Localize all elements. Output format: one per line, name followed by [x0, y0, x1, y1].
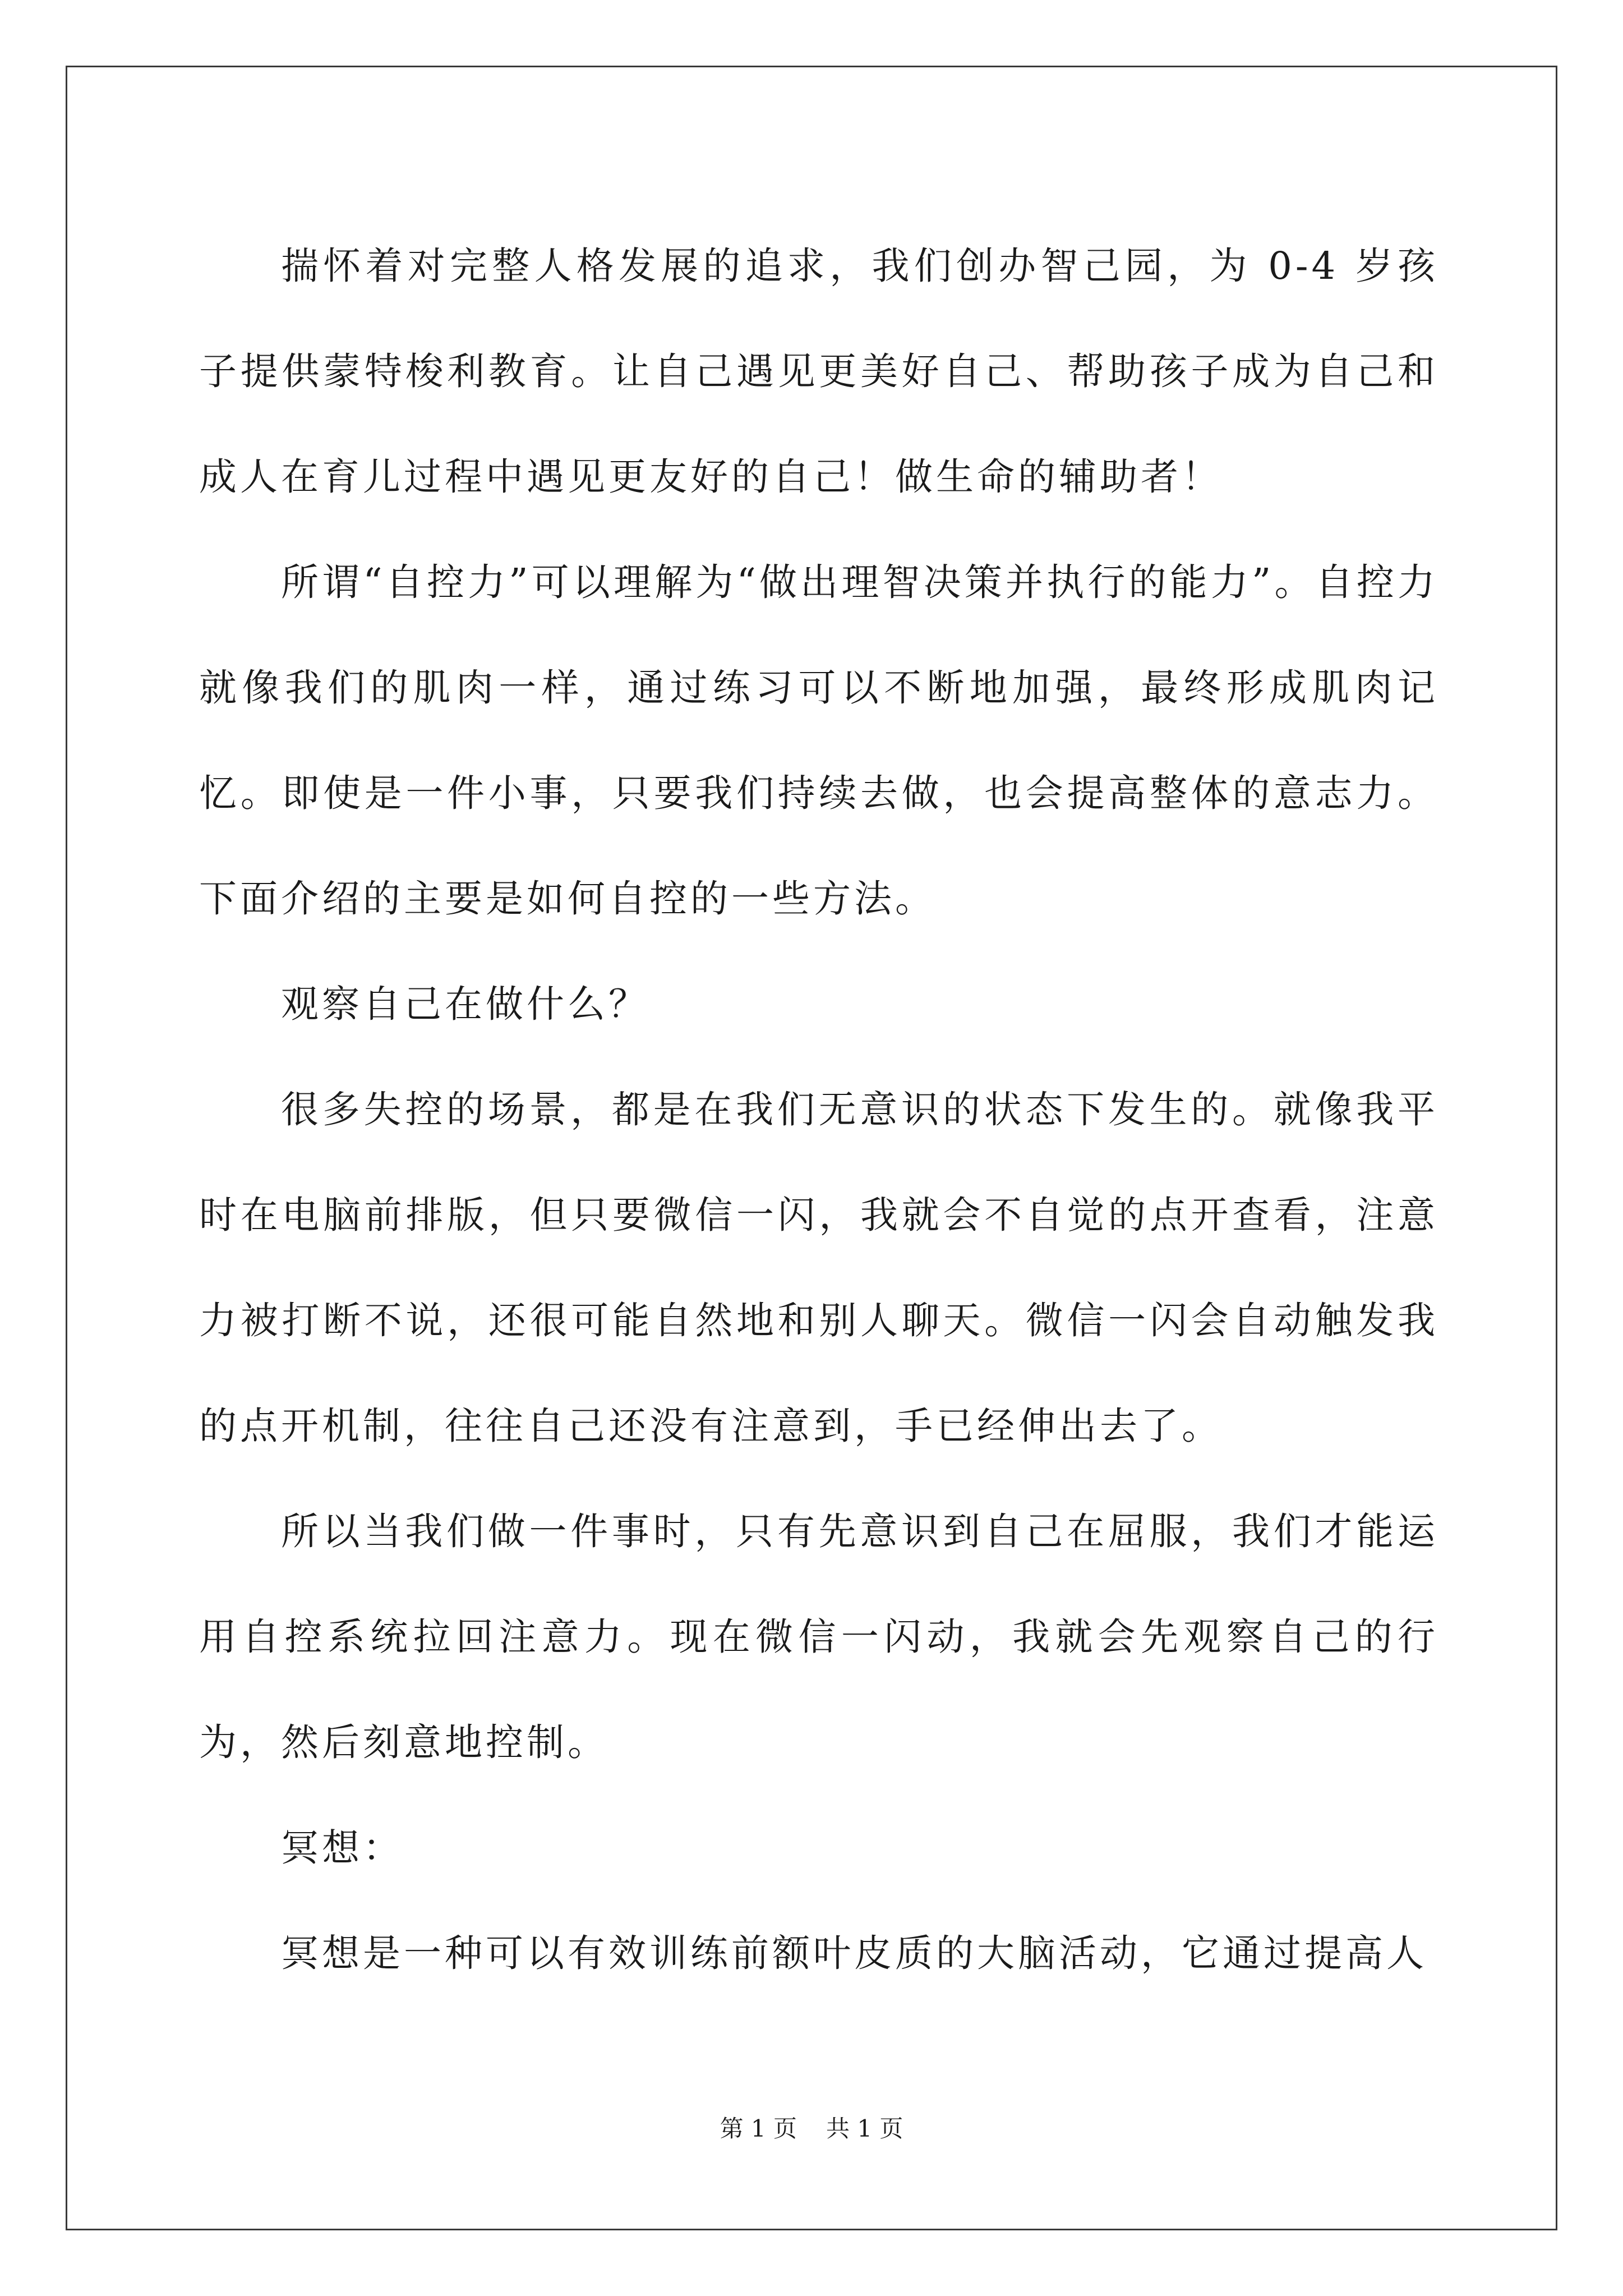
- page-number-current: 第 1 页: [720, 2115, 797, 2142]
- page-footer: [0, 2112, 1623, 2146]
- heading-observe-yourself: 观察自己在做什么？: [281, 982, 649, 1026]
- paragraph-meditation: 冥想是一种可以有效训练前额叶皮质的大脑活动，它通过提高人: [281, 1931, 1427, 1975]
- heading-meditation: 冥想：: [281, 1826, 404, 1870]
- page-number-total: 共 1 页: [826, 2115, 903, 2142]
- paragraph-awareness: 所以当我们做一件事时，只有先意识到自己在屈服，我们才能运用自控系统拉回注意力。现在微信一闪动，我就会先观察自己的行为，然后刻意地控制。: [199, 1510, 1438, 1764]
- paragraph-intro: 揣怀着对完整人格发展的追求，我们创办智己园，为 0-4 岁孩子提供蒙特梭利教育。让自己遇见更美好自己、帮助孩子成为自己和成人在育儿过程中遇见更友好的自己！做生命的辅助者！: [199, 244, 1438, 499]
- paragraph-self-control-definition: 所谓“自控力”可以理解为“做出理智决策并执行的能力”。自控力就像我们的肌肉一样，通过练习可以不断地加强，最终形成肌肉记忆。即使是一件小事，只要我们持续去做，也会提高整体的意志力。下面介绍的主要是如何自控的一些方法。: [199, 560, 1438, 921]
- paragraph-loss-of-control: 很多失控的场景，都是在我们无意识的状态下发生的。就像我平时在电脑前排版，但只要微信一闪，我就会不自觉的点开查看，注意力被打断不说，还很可能自然地和别人聊天。微信一闪会自动触发我的点开机制，往往自己还没有注意到，手已经伸出去了。: [199, 1088, 1438, 1448]
- document-body: [199, 213, 1438, 2006]
